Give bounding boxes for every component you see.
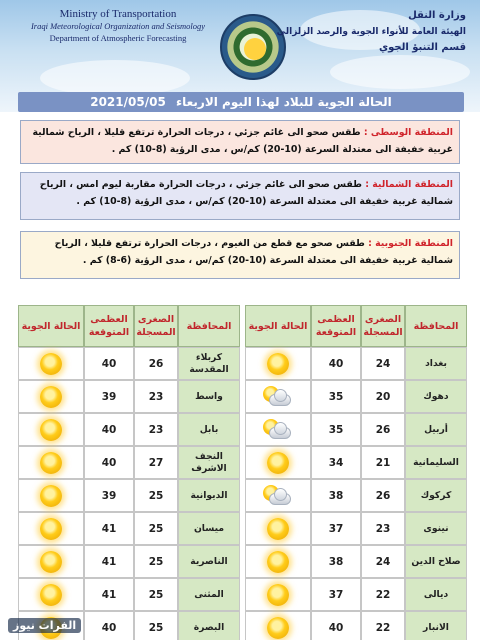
max-temp-cell: 38 [311, 479, 361, 512]
weather-cell [18, 380, 84, 413]
sun-icon [267, 617, 289, 639]
min-temp-cell: 22 [361, 611, 405, 640]
table-row [18, 545, 240, 578]
province-cell: كركوك [405, 479, 467, 512]
header-english [28, 8, 208, 44]
min-temp-cell: 26 [361, 413, 405, 446]
table-row [18, 347, 240, 380]
weather-cell [18, 347, 84, 380]
provinces-table-right [245, 305, 467, 635]
province-cell: الناصرية [178, 545, 240, 578]
sun-icon [40, 386, 62, 408]
region-forecast: طقس صحو الى غائم جزئي ، درجات الحرارة ترتفع قليلا ، الرياح شمالية غربية خفيفة الى معتدلة السرعة (10-20) كم/س ، مدى الرؤية (8-10) كم . [32, 127, 453, 155]
region-north [20, 172, 460, 220]
min-temp-cell: 22 [361, 578, 405, 611]
sun-icon [267, 518, 289, 540]
sun-icon [40, 518, 62, 540]
province-cell: أربيل [405, 413, 467, 446]
table-row [245, 446, 467, 479]
table-row [245, 545, 467, 578]
max-temp-cell: 38 [311, 545, 361, 578]
province-cell: الانبار [405, 611, 467, 640]
min-temp-cell: 21 [361, 446, 405, 479]
header-province: المحافظة [405, 305, 467, 347]
title-date: 2021/05/05 [90, 95, 166, 109]
province-cell: السليمانية [405, 446, 467, 479]
province-cell: بابل [178, 413, 240, 446]
sun-icon [267, 353, 289, 375]
weather-cell [18, 479, 84, 512]
table-row [18, 380, 240, 413]
sun-icon [40, 452, 62, 474]
weather-cell [245, 347, 311, 380]
max-temp-cell: 35 [311, 380, 361, 413]
min-temp-cell: 25 [134, 512, 178, 545]
weather-cell [18, 446, 84, 479]
weather-cell [245, 578, 311, 611]
header-arabic [276, 8, 466, 56]
table-header [245, 305, 467, 347]
max-temp-cell: 41 [84, 578, 134, 611]
partly-cloudy-icon [261, 485, 295, 507]
header-province: المحافظة [178, 305, 240, 347]
min-temp-cell: 26 [134, 347, 178, 380]
table-row [245, 413, 467, 446]
header-max: العظمى المتوقعة [311, 305, 361, 347]
min-temp-cell: 26 [361, 479, 405, 512]
province-cell: كربلاء المقدسة [178, 347, 240, 380]
region-name: المنطقة الوسطى : [363, 127, 453, 138]
header-min: الصغرى المسجلة [361, 305, 405, 347]
table-row [245, 380, 467, 413]
sun-icon [267, 551, 289, 573]
table-row [18, 413, 240, 446]
province-cell: البصرة [178, 611, 240, 640]
province-cell: الديوانية [178, 479, 240, 512]
header-min: الصغرى المسجلة [134, 305, 178, 347]
partly-cloudy-icon [261, 419, 295, 441]
weather-cell [245, 479, 311, 512]
min-temp-cell: 23 [134, 413, 178, 446]
max-temp-cell: 40 [311, 347, 361, 380]
min-temp-cell: 25 [134, 578, 178, 611]
max-temp-cell: 39 [84, 479, 134, 512]
page-title [18, 92, 464, 112]
table-header [18, 305, 240, 347]
min-temp-cell: 27 [134, 446, 178, 479]
title-text: الحالة الجوية للبلاد لهذا اليوم الاربعاء [175, 95, 392, 109]
min-temp-cell: 25 [134, 545, 178, 578]
province-cell: دهوك [405, 380, 467, 413]
max-temp-cell: 39 [84, 380, 134, 413]
table-row [18, 446, 240, 479]
table-row [18, 512, 240, 545]
min-temp-cell: 25 [134, 479, 178, 512]
min-temp-cell: 24 [361, 347, 405, 380]
province-cell: ميسان [178, 512, 240, 545]
max-temp-cell: 40 [84, 413, 134, 446]
ministry-ar: وزارة النقل [408, 10, 466, 21]
department-ar: قسم التنبؤ الجوي [378, 42, 466, 53]
header-weather: الحالة الجوية [18, 305, 84, 347]
region-name: المنطقة الشمالية : [365, 179, 453, 190]
provinces-table-left [18, 305, 240, 635]
table-row [245, 578, 467, 611]
min-temp-cell: 20 [361, 380, 405, 413]
table-row [245, 611, 467, 640]
header-max: العظمى المتوقعة [84, 305, 134, 347]
region-name: المنطقة الجنوبية : [368, 238, 453, 249]
department-en: Department of Atmospheric Forecasting [49, 33, 187, 43]
max-temp-cell: 40 [84, 611, 134, 640]
max-temp-cell: 40 [84, 446, 134, 479]
region-forecast: طقس صحو الى غائم جزئي ، درجات الحرارة مقاربة ليوم امس ، الرياح شمالية غربية خفيفة الى معتدلة السرعة (10-20) كم/س ، مدى الرؤية (8-10) كم . [39, 179, 453, 207]
weather-cell [245, 413, 311, 446]
weather-cell [18, 578, 84, 611]
province-cell: المثنى [178, 578, 240, 611]
organization-en: Iraqi Meteorological Organization and Seismology [30, 21, 206, 31]
table-row [245, 479, 467, 512]
table-row [245, 347, 467, 380]
table-row [245, 512, 467, 545]
partly-cloudy-icon [261, 386, 295, 408]
organization-ar: الهيئة العامة للأنواء الجوية والرصد الزلزالي [276, 27, 466, 37]
ministry-en: Ministry of Transportation [59, 8, 177, 20]
max-temp-cell: 37 [311, 578, 361, 611]
region-forecast: طقس صحو مع قطع من الغيوم ، درجات الحرارة ترتفع قليلا ، الرياح شمالية غربية خفيفة الى معتدلة السرعة (10-20) كم/س ، مدى الرؤية (6-8) كم . [54, 238, 453, 266]
province-cell: صلاح الدين [405, 545, 467, 578]
sun-icon [267, 584, 289, 606]
weather-cell [245, 446, 311, 479]
province-cell: النجف الاشرف [178, 446, 240, 479]
province-cell: بغداد [405, 347, 467, 380]
weather-cell [245, 611, 311, 640]
header-weather: الحالة الجوية [245, 305, 311, 347]
sun-icon [40, 485, 62, 507]
weather-cell [18, 545, 84, 578]
max-temp-cell: 35 [311, 413, 361, 446]
sun-icon [40, 353, 62, 375]
province-cell: ديالى [405, 578, 467, 611]
sun-icon [40, 584, 62, 606]
table-row [18, 578, 240, 611]
sun-icon [40, 551, 62, 573]
weather-cell [18, 413, 84, 446]
max-temp-cell: 41 [84, 545, 134, 578]
min-temp-cell: 24 [361, 545, 405, 578]
max-temp-cell: 40 [84, 347, 134, 380]
weather-cell [245, 512, 311, 545]
watermark-logo: الفرات نيوز [8, 618, 81, 633]
weather-cell [245, 545, 311, 578]
weather-cell [18, 512, 84, 545]
weather-cell [245, 380, 311, 413]
table-row [18, 479, 240, 512]
max-temp-cell: 41 [84, 512, 134, 545]
max-temp-cell: 40 [311, 611, 361, 640]
max-temp-cell: 37 [311, 512, 361, 545]
province-cell: نينوى [405, 512, 467, 545]
min-temp-cell: 23 [134, 380, 178, 413]
province-cell: واسط [178, 380, 240, 413]
sun-icon [40, 419, 62, 441]
min-temp-cell: 25 [134, 611, 178, 640]
region-south [20, 231, 460, 279]
region-central [20, 120, 460, 164]
max-temp-cell: 34 [311, 446, 361, 479]
min-temp-cell: 23 [361, 512, 405, 545]
sun-icon [267, 452, 289, 474]
